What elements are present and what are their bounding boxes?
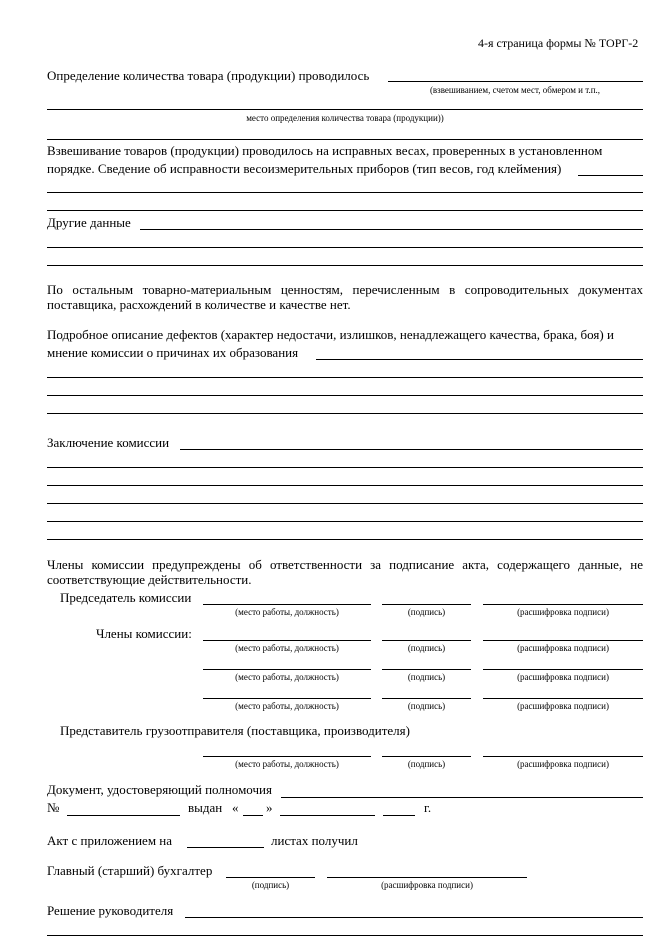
weighing-text-line2: порядке. Сведение об исправности весоизмерительных приборов (тип весов, год клеймения) [47, 161, 562, 176]
scales-info-field[interactable] [578, 175, 643, 176]
conclusion-label: Заключение комиссии [47, 435, 170, 450]
shipper-position-field[interactable] [203, 756, 371, 757]
no-discrepancies-text: По остальным товарно-материальным ценностям, перечисленным в сопроводительных документах поставщика, расхождений в количестве и качестве нет. [47, 282, 643, 312]
chairman-decoding-field[interactable] [483, 604, 643, 605]
signature-hint: (подпись) [407, 701, 446, 711]
defects-text-line1: Подробное описание дефектов (характер недостачи, излишков, ненадлежащего качества, брака, боя) и [47, 327, 614, 342]
position-hint: (место работы, должность) [235, 672, 339, 682]
quantity-extra-line[interactable] [47, 139, 643, 140]
issue-month-field[interactable] [280, 815, 375, 816]
member3-decoding-field[interactable] [483, 698, 643, 699]
form-page-header: 4-я страница формы № ТОРГ-2 [478, 36, 639, 50]
quote-open: « [232, 800, 239, 815]
conclusion-line-3[interactable] [47, 503, 643, 504]
accountant-decoding-hint: (расшифровка подписи) [381, 880, 473, 890]
member1-signature-field[interactable] [382, 640, 471, 641]
act-suffix-label: листах получил [271, 833, 358, 848]
weighing-text-line1: Взвешивание товаров (продукции) проводилось на исправных весах, проверенных в установленном [47, 143, 603, 158]
conclusion-line-5[interactable] [47, 539, 643, 540]
accountant-decoding-field[interactable] [327, 877, 527, 878]
member2-decoding-field[interactable] [483, 669, 643, 670]
scales-info-line-1[interactable] [47, 192, 643, 193]
document-number-sign: № [47, 800, 60, 815]
defects-line-2[interactable] [47, 395, 643, 396]
signature-hint: (подпись) [407, 672, 446, 682]
accountant-label: Главный (старший) бухгалтер [47, 863, 213, 878]
accountant-signature-field[interactable] [226, 877, 315, 878]
defects-line-3[interactable] [47, 413, 643, 414]
accountant-signature-hint: (подпись) [251, 880, 290, 890]
quote-close: » [266, 800, 273, 815]
shipper-rep-label: Представитель грузоотправителя (поставщика, производителя) [60, 723, 410, 738]
member2-signature-field[interactable] [382, 669, 471, 670]
position-hint: (место работы, должность) [235, 607, 339, 617]
position-hint: (место работы, должность) [235, 701, 339, 711]
member1-position-field[interactable] [203, 640, 371, 641]
decoding-hint: (расшифровка подписи) [517, 672, 609, 682]
chairman-signature-field[interactable] [382, 604, 471, 605]
sheets-count-field[interactable] [187, 847, 264, 848]
decoding-hint: (расшифровка подписи) [517, 643, 609, 653]
other-data-field[interactable] [140, 229, 643, 230]
decision-field[interactable] [185, 917, 643, 918]
signature-hint: (подпись) [407, 643, 446, 653]
decoding-hint: (расшифровка подписи) [517, 607, 609, 617]
other-data-line-1[interactable] [47, 247, 643, 248]
other-data-line-2[interactable] [47, 265, 643, 266]
defects-line-1[interactable] [47, 377, 643, 378]
quantity-place-hint: место определения количества товара (продукции)) [246, 113, 444, 123]
signature-hint: (подпись) [407, 607, 446, 617]
decision-label: Решение руководителя [47, 903, 174, 918]
authority-document-field[interactable] [281, 797, 643, 798]
issue-day-field[interactable] [243, 815, 263, 816]
signature-hint: (подпись) [407, 759, 446, 769]
chairman-label: Председатель комиссии [60, 590, 192, 605]
scales-info-line-2[interactable] [47, 210, 643, 211]
issue-year-field[interactable] [383, 815, 415, 816]
shipper-decoding-field[interactable] [483, 756, 643, 757]
decoding-hint: (расшифровка подписи) [517, 701, 609, 711]
responsibility-warning: Члены комиссии предупреждены об ответственности за подписание акта, содержащего данные, не соответствующие действительности. [47, 557, 643, 587]
member2-position-field[interactable] [203, 669, 371, 670]
quantity-place-field[interactable] [47, 109, 643, 110]
act-prefix-label: Акт с приложением на [47, 833, 173, 848]
conclusion-line-4[interactable] [47, 521, 643, 522]
authority-document-label: Документ, удостоверяющий полномочия [47, 782, 272, 797]
document-number-field[interactable] [67, 815, 180, 816]
members-label: Члены комиссии: [96, 626, 192, 641]
decision-line-1[interactable] [47, 935, 643, 936]
quantity-method-hint: (взвешиванием, счетом мест, обмером и т.п., [429, 85, 601, 95]
shipper-signature-field[interactable] [382, 756, 471, 757]
chairman-position-field[interactable] [203, 604, 371, 605]
position-hint: (место работы, должность) [235, 643, 339, 653]
quantity-method-field[interactable] [388, 81, 643, 82]
defects-field[interactable] [316, 359, 643, 360]
other-data-label: Другие данные [47, 215, 131, 230]
conclusion-field[interactable] [180, 449, 643, 450]
member1-decoding-field[interactable] [483, 640, 643, 641]
member3-position-field[interactable] [203, 698, 371, 699]
member3-signature-field[interactable] [382, 698, 471, 699]
conclusion-line-1[interactable] [47, 467, 643, 468]
defects-text-line2: мнение комиссии о причинах их образования [47, 345, 299, 360]
year-suffix: г. [424, 800, 432, 815]
position-hint: (место работы, должность) [235, 759, 339, 769]
decoding-hint: (расшифровка подписи) [517, 759, 609, 769]
conclusion-line-2[interactable] [47, 485, 643, 486]
document-issued-label: выдан [188, 800, 223, 815]
quantity-method-label: Определение количества товара (продукции) проводилось [47, 68, 370, 83]
